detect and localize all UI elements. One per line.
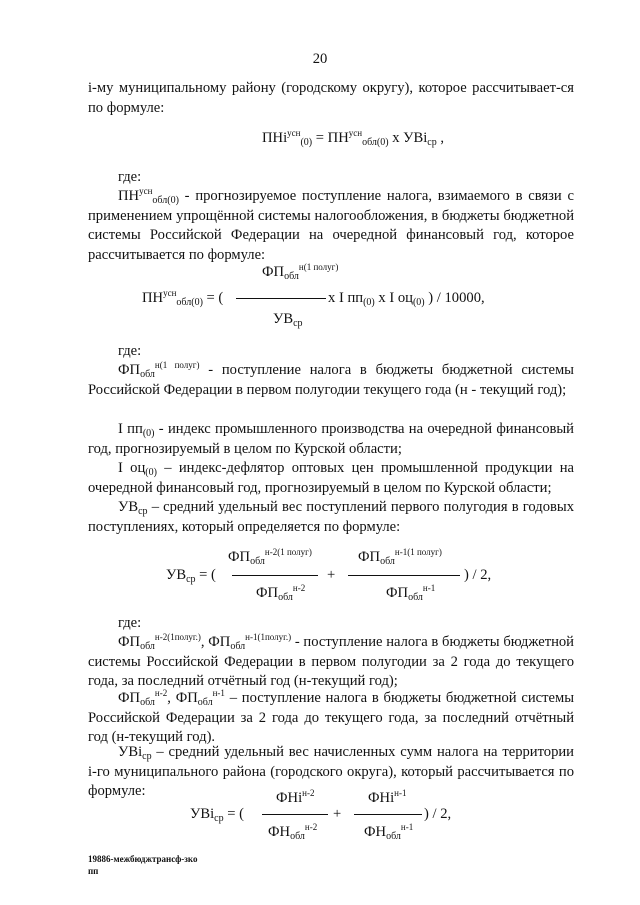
definition-uvi: УВi$_{ср}$ – средний удельный вес начисленных сумм налога на территории i-го муниципального района (городского округа), который рассчитывается по формуле: [88,744,574,800]
formula4-denominator-2: $ФН_{обл}^{н-1}$ [364,822,414,842]
where-label-1: где: [118,169,142,185]
formula4-fraction-bar-1 [262,814,328,815]
formula4-tail: ) / 2, [424,806,452,822]
formula4-plus: + [333,806,342,822]
page-number: 20 [312,51,328,67]
intro-paragraph: i-му муниципальному району (городскому округу), которое рассчитывает-ся по формуле: [88,80,574,116]
formula3-tail: ) / 2, [464,567,492,583]
formula2-denominator: $УВ_{ср}$ [273,311,303,329]
formula-pni: $ПНi^{усн}_{(0)} = ПН^{усн}_{обл(0)}$ х УВi$_{ср}$ , [262,128,445,148]
formula4-fraction-bar-2 [354,814,422,815]
formula4-denominator-1: $ФН_{обл}^{н-2}$ [268,822,318,842]
formula2-fraction-bar [236,298,326,299]
formula4-numerator-2: ФНi$^{н-1}$ [368,788,407,806]
definition-pn-obl: $ПН^{усн}_{обл(0)}$ - прогнозируемое поступление налога, взимаемого в связи с применением упрощённой системы налогообложения, в бюджеты бюджетной системы Российской Федерации на очередной финансовый год, которое рассчитывается по формуле: [88,186,574,263]
footer-initials: пп [88,866,99,876]
where-label-3: где: [118,615,142,631]
formula3-denominator-2: $ФП_{обл}^{н-1}$ [386,583,436,603]
footer-doc-code: 19886-межбюджтрансф-зко [88,854,198,864]
definition-ipp: I $пп_{(0)}$ - индекс промышленного производства на очередной финансовый год, прогнозируемый в целом по Курской области; [88,421,574,457]
formula3-numerator-2: $ФП_{обл}^{н-1(1 полуг)}$ [358,547,442,567]
formula4-numerator-1: ФНi$^{н-2}$ [276,788,315,806]
formula2-lhs: $ПН^{усн}_{обл(0)}$ = ( [142,288,224,308]
formula3-plus: + [327,567,336,583]
formula3-denominator-1: $ФП_{обл}^{н-2}$ [256,583,306,603]
formula2-numerator: $ФП_{обл}^{н(1 полуг)}$ [262,262,339,282]
definition-ioc: I $оц_{(0)}$ – индекс-дефлятор оптовых цен промышленной продукции на очередной финансовый год, прогнозируемый в целом по Курской области; [88,460,574,496]
definition-fp-annual: $ФП_{обл}^{н-2}$, $ФП_{обл}^{н-1}$ – поступление налога в бюджеты бюджетной системы Российской Федерации за 2 года до текущего года, за последний отчётный год (н-текущий год). [88,688,575,746]
formula3-fraction-bar-1 [232,575,318,576]
definition-uv: $УВ_{ср}$ – средний удельный вес поступлений первого полугодия в годовых поступлениях, который определяется по формуле: [88,499,574,535]
formula3-lhs: $УВ_{ср}$ = ( [166,567,216,585]
definition-fp: $ФП_{обл}^{н(1 полуг)}$ - поступление налога в бюджеты бюджетной системы Российской Федерации в первом полугодии текущего года (н - текущий год); [88,360,574,398]
formula2-tail: х I $пп_{(0)}$ х I $оц_{(0)}$ ) / 10000, [328,290,485,308]
formula3-numerator-1: $ФП_{обл}^{н-2(1 полуг)}$ [228,547,312,567]
definition-fp-half-year: $ФП_{обл}^{н-2(1полуг.)}$, $ФП_{обл}^{н-1(1полуг.)}$ - поступление налога в бюджеты бюджетной системы Российской Федерации в первом полугодии за 2 года до текущего года, за последний отчётный год (н-текущий год); [88,632,574,690]
where-label-2: где: [118,343,142,359]
formula3-fraction-bar-2 [348,575,460,576]
formula4-lhs: УВi$_{ср}$ = ( [190,806,244,824]
